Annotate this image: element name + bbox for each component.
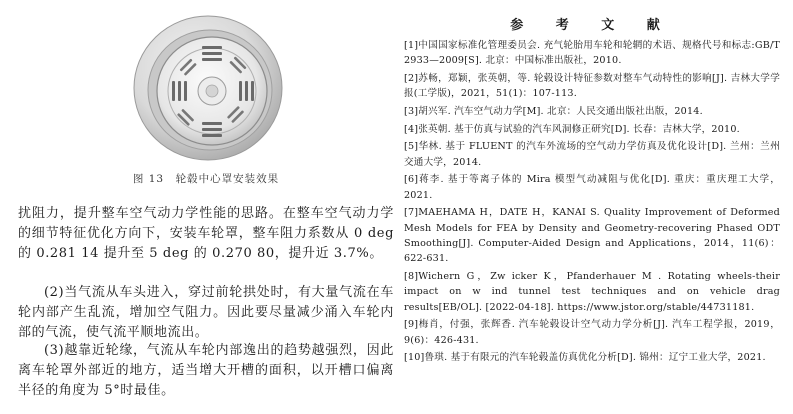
reference-item — [404, 350, 780, 365]
reference-list — [404, 38, 780, 368]
reference-text: 华林. 基于 FLUENT 的汽车外流场的空气动力学仿真及优化设计[D]. 兰州：兰州交通大学，2014. — [404, 141, 780, 168]
reference-number: [7] — [404, 207, 419, 219]
reference-item — [404, 205, 780, 267]
reference-item — [404, 317, 780, 348]
body-paragraph-1: 扰阻力，提升整车空气动力学性能的思路。在整车空气动力学的细节特征优化方向下，安装车轮罩，整车阻力系数从 0 deg 的 0.281 14 提升至 5 deg 的 0.270 80，提升近 3.7%。 — [18, 206, 394, 261]
reference-number: [1] — [404, 40, 419, 51]
reference-item — [404, 122, 780, 137]
left-column — [18, 0, 394, 414]
body-paragraph-3: (3)越靠近轮缘，气流从车轮内部逸出的趋势越强烈，因此离车轮罩外部近的地方，适当增大开槽的面积，以开槽口偏离半径的角度为 5°时最佳。 — [18, 343, 394, 398]
hub-cap-illustration — [128, 10, 284, 166]
reference-number: [8] — [404, 271, 419, 282]
reference-number: [3] — [404, 106, 419, 117]
reference-item — [404, 71, 780, 102]
reference-text: MAEHAMA H，DATE H，KANAI S. Quality Improvement of Deformed Mesh Models for FEA by Density and Geometry-recovering Phased ODT Smoothing[J]. Computer-Aided Design and Applications，2014，11(6)：622-631. — [404, 207, 780, 265]
reference-text: 胡兴军. 汽车空气动力学[M]. 北京：人民交通出版社出版，2014. — [418, 106, 703, 117]
reference-item — [404, 172, 780, 203]
reference-item — [404, 269, 780, 315]
reference-text: 中国国家标准化管理委员会. 充气轮胎用车轮和轮辋的术语、规格代号和标志:GB/T 2933—2009[S]. 北京：中国标准出版社，2010. — [404, 40, 780, 67]
reference-text: Wichern G，Zw icker K，Pfanderhauer M . Rotating wheels-their impact on w ind tunnel test techniques and on vehicle drag results[EB/OL]. [2022-04-18]. https://www.jstor.org/stable/44731181. — [404, 271, 780, 313]
right-column — [404, 0, 780, 414]
reference-item — [404, 139, 780, 170]
reference-text: 张英朝. 基于仿真与试验的汽车风洞修正研究[D]. 长春：吉林大学，2010. — [418, 123, 740, 135]
figure-hub-cap — [18, 0, 394, 192]
references-title: 参 考 文 献 — [510, 18, 674, 33]
reference-number: [9] — [404, 319, 419, 331]
reference-number: [4] — [404, 123, 419, 135]
reference-text: 蒋李. 基于等离子体的 Mira 模型气动减阻与优化[D]. 重庆：重庆理工大学，2021. — [404, 174, 780, 201]
reference-text: 梅肖，付强，张辉香. 汽车轮毂设计空气动力学分析[J]. 汽车工程学报，2019，9(6)：426-431. — [404, 319, 780, 346]
figure-caption: 图 13 轮毂中心罩安装效果 — [132, 173, 280, 185]
reference-number: [2] — [404, 73, 419, 84]
reference-number: [5] — [404, 141, 419, 153]
reference-number: [10] — [404, 352, 425, 364]
reference-number: [6] — [404, 174, 419, 186]
reference-text: 苏畅，郑颖，张英朝，等. 轮毂设计特征参数对整车气动特性的影响[J]. 吉林大学学报(工学版)，2021，51(1)：107-113. — [404, 73, 780, 100]
reference-item — [404, 38, 780, 69]
reference-item — [404, 104, 780, 119]
reference-text: 鲁琪. 基于有限元的汽车轮毂盖仿真优化分析[D]. 锦州：辽宁工业大学，2021. — [424, 352, 766, 364]
body-paragraph-2: (2)当气流从车头进入，穿过前轮拱处时，有大量气流在车轮内部产生乱流，增加空气阻力。因此要尽量减少涌入车轮内部的气流，使气流平顺地流出。 — [18, 285, 394, 340]
